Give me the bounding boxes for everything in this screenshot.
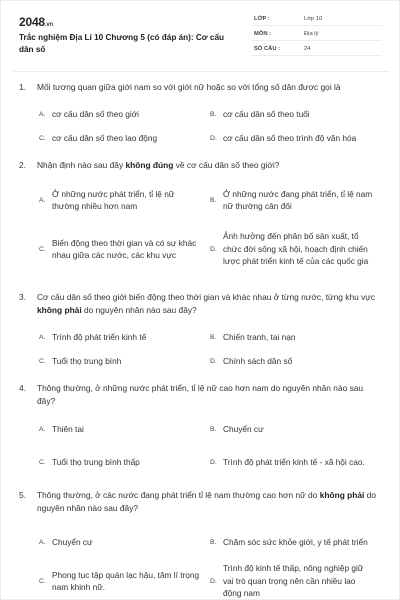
option-letter: C. [39, 134, 46, 142]
meta-row-count [252, 43, 382, 56]
option-d[interactable] [208, 355, 381, 368]
question-emphasis: không phải [319, 490, 365, 500]
question-stem-after: do nguyên nhân nào sau đây? [37, 490, 377, 513]
meta-row-grade [252, 13, 382, 26]
option-text: Trình độ kinh tế thấp, nông nghiệp giữ vai trò quan trọng nên cần nhiều lao động nam [223, 563, 364, 599]
option-letter: A. [39, 110, 46, 118]
question-1 [19, 81, 381, 150]
question-number: 1. [19, 82, 26, 92]
option-text: Ảnh hưởng đến phân bố sản xuất, tổ chức đời sống xã hội, hoạch định chiến lược phát triển kinh tế của các quốc gia [223, 231, 369, 267]
meta-value: Lớp 10 [304, 16, 323, 22]
option-text: Tuổi thọ trung bình [52, 355, 122, 366]
option-d[interactable] [208, 132, 381, 145]
option-text: Chính sách dân số [223, 355, 293, 366]
option-letter: B. [210, 196, 217, 204]
question-3 [19, 291, 381, 373]
option-b[interactable] [208, 188, 381, 213]
option-b[interactable] [208, 108, 381, 121]
option-text: cơ cấu dân số theo tuổi [223, 108, 310, 119]
meta-value: Địa lý [304, 31, 319, 37]
option-c[interactable] [19, 355, 206, 368]
option-text: Chuyển cư [52, 536, 93, 547]
question-stem-before: Nhận định nào sau đây [37, 160, 126, 170]
option-c[interactable] [19, 132, 206, 145]
option-a[interactable] [19, 331, 206, 344]
option-text: cơ cấu dân số theo trình độ văn hóa [223, 132, 357, 143]
meta-row-subject [252, 28, 382, 41]
question-text [19, 382, 381, 408]
option-letter: B. [210, 425, 217, 433]
option-b[interactable] [208, 331, 381, 344]
answer-options [19, 325, 381, 373]
option-letter: B. [210, 333, 217, 341]
option-letter: D. [210, 458, 217, 466]
question-stem-after: do nguyên nhân nào sau đây? [81, 305, 197, 315]
question-number: 3. [19, 292, 26, 302]
option-d[interactable] [208, 230, 381, 268]
option-letter: D. [210, 245, 217, 253]
answer-options [19, 180, 381, 278]
option-text: Thiên tai [52, 423, 84, 434]
meta-key: MÔN : [254, 31, 272, 37]
option-letter: B. [210, 538, 217, 546]
question-number: 5. [19, 490, 26, 500]
question-5 [19, 489, 381, 600]
option-text: Trình độ phát triển kinh tế [52, 331, 147, 342]
option-b[interactable] [208, 536, 381, 549]
option-letter: D. [210, 134, 217, 142]
meta-value: 24 [304, 46, 311, 52]
option-text: Ở những nước đang phát triển, tỉ lệ nam nữ thường cân đối [223, 188, 373, 211]
site-logo[interactable] [19, 15, 53, 29]
option-text: Chiến tranh, tai nạn [223, 331, 296, 342]
option-text: Ở những nước phát triển, tỉ lệ nữ thường nhiều hơn nam [52, 188, 175, 211]
option-text: Tuổi thọ trung bình thấp [52, 456, 140, 467]
answer-options [19, 523, 381, 600]
logo-text: 2048 [19, 15, 45, 29]
meta-table [252, 13, 382, 58]
option-letter: C. [39, 245, 46, 253]
option-text: cơ cấu dân số theo lao động [52, 132, 158, 143]
question-4 [19, 382, 381, 482]
option-text: Chuyển cư [223, 423, 264, 434]
option-a[interactable] [19, 108, 206, 121]
option-text: Chăm sóc sức khỏe giới, y tế phát triển [223, 536, 368, 547]
question-stem: Mối tương quan giữa giới nam so với giới nữ hoặc so với tổng số dân được gọi là [37, 82, 341, 92]
option-a[interactable] [19, 188, 206, 213]
meta-key: SỐ CÂU : [254, 46, 281, 52]
option-letter: A. [39, 333, 46, 341]
question-emphasis: không phải [37, 305, 82, 315]
question-number: 4. [19, 383, 26, 393]
question-stem-after: về cơ cấu dân số theo giới? [173, 160, 280, 170]
question-text [19, 81, 381, 94]
logo-suffix: .vn [44, 22, 53, 28]
option-letter: A. [39, 425, 46, 433]
option-letter: B. [210, 110, 217, 118]
question-emphasis: không đúng [125, 160, 174, 170]
option-c[interactable] [19, 237, 206, 262]
option-c[interactable] [19, 456, 206, 469]
option-letter: A. [39, 538, 46, 546]
option-a[interactable] [19, 536, 206, 549]
question-text [19, 291, 381, 317]
question-stem-before: Cơ cấu dân số theo giới biến động theo thời gian và khác nhau ở từng nước, từng khu vực [37, 292, 376, 302]
question-text [19, 159, 381, 172]
option-letter: D. [210, 357, 217, 365]
option-text: cơ cấu dân số theo giới [52, 108, 139, 119]
question-2 [19, 159, 381, 278]
question-stem-before: Thông thường, ở các nước đang phát triển tỉ lệ nam thường cao hơn nữ do [37, 490, 320, 500]
answer-options [19, 416, 381, 482]
option-a[interactable] [19, 423, 206, 436]
option-text: Biến động theo thời gian và có sự khác nhau giữa các nước, các khu vực [52, 237, 197, 260]
option-letter: C. [39, 577, 46, 585]
page-header [19, 13, 389, 65]
option-letter: C. [39, 458, 46, 466]
question-number: 2. [19, 160, 26, 170]
option-text: Phong tục tập quán lạc hậu, tâm lí trọng nam khinh nữ. [52, 569, 200, 592]
option-b[interactable] [208, 423, 381, 436]
option-text: Trình độ phát triển kinh tế - xã hội cao. [223, 456, 365, 467]
meta-key: LỚP : [254, 16, 270, 22]
question-text [19, 489, 381, 515]
option-d[interactable] [208, 456, 381, 469]
question-stem: Thông thường, ở những nước phát triển, tỉ lệ nữ cao hơn nam do nguyên nhân nào sau đây? [37, 383, 364, 406]
header-divider [13, 71, 389, 72]
option-c[interactable] [19, 569, 206, 594]
option-letter: D. [210, 577, 217, 585]
option-letter: C. [39, 357, 46, 365]
option-d[interactable] [208, 562, 381, 600]
document-title: Trắc nghiệm Địa Lí 10 Chương 5 (có đáp án): Cơ cấu dân số [19, 33, 225, 54]
option-letter: A. [39, 196, 46, 204]
answer-options [19, 102, 381, 150]
